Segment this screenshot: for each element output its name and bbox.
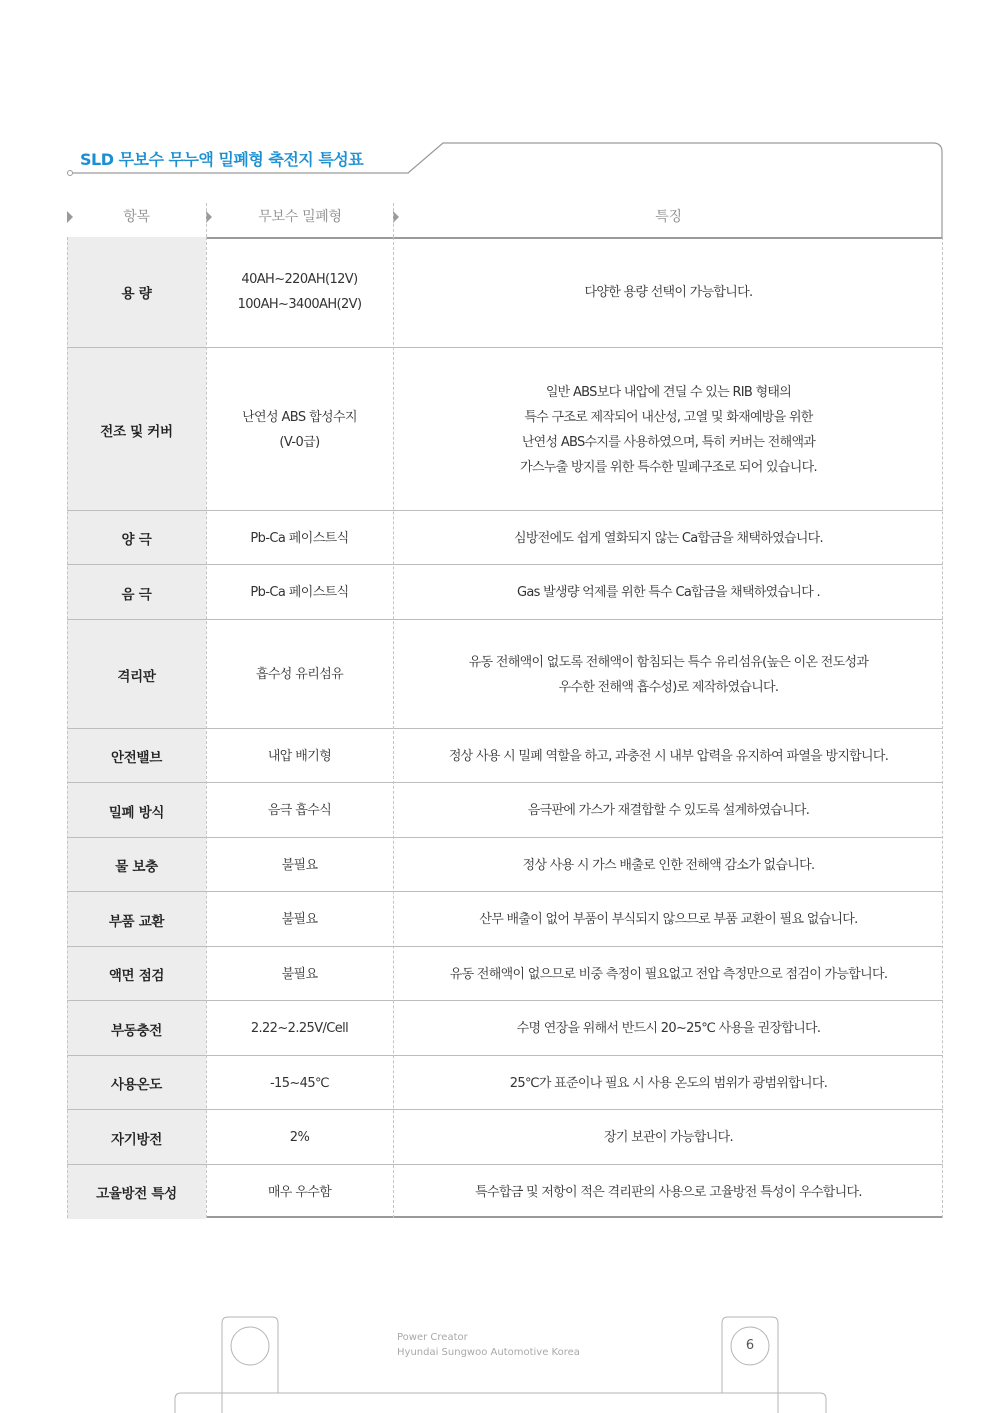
feature-line: Gas 발생량 억제를 위한 특수 Ca합금을 채택하였습니다 . [517,585,820,600]
table-row [67,1055,943,1110]
table-row [67,347,943,511]
type-line: -15~45℃ [269,1075,330,1091]
table-row [67,891,943,947]
type-line: Pb-Ca 페이스트식 [250,530,349,546]
page-number: 6 [745,1338,755,1353]
table-row [67,782,943,838]
type-line: 100AH~3400AH(2V) [237,297,362,312]
header-item: 항목 [123,209,150,225]
feature-line: 우수한 전해액 흡수성)로 제작하였습니다. [558,679,779,695]
type-line: 매우 우수함 [267,1184,332,1200]
type-line: Pb-Ca 페이스트식 [250,585,349,600]
table-header [67,197,943,237]
feature-cell [394,892,943,947]
type-line: 불필요 [281,857,318,873]
item-cell: 고율방전 특성 [67,1165,206,1219]
type-cell [206,237,393,347]
type-cell [206,511,393,565]
feature-line: 유동 전해액이 없으므로 비중 측정이 필요없고 전압 측정만으로 점검이 가능합니다. [449,966,888,982]
feature-line: 정상 사용 시 밀폐 역할을 하고, 과충전 시 내부 압력을 유지하여 파열을 방지합니다. [448,748,889,764]
item-cell: 전조 및 커버 [67,348,206,511]
type-cell [206,947,393,1001]
column-divider [942,237,943,1218]
feature-cell [394,838,943,892]
feature-line: 정상 사용 시 가스 배출로 인한 전해액 감소가 없습니다. [522,857,815,873]
type-line: 음극 흡수식 [267,803,332,818]
item-cell: 자기방전 [67,1110,206,1165]
feature-cell [394,947,943,1001]
feature-line: 일반 ABS보다 내압에 견딜 수 있는 RIB 형태의 [545,384,792,400]
type-line: 난연성 ABS 합성수지 [242,409,357,425]
type-line: 불필요 [281,966,318,982]
feature-line: 특수합금 및 저항이 적은 격리판의 사용으로 고율방전 특성이 우수합니다. [475,1184,862,1200]
item-cell: 음 극 [67,565,206,620]
footer-brand-line1: Power Creator [397,1332,468,1343]
item-cell: 용 량 [67,237,206,347]
table-row [67,837,943,892]
feature-line: 가스누출 방지를 위한 특수한 밀폐구조로 되어 있습니다. [520,459,817,475]
type-line: 불필요 [281,912,318,927]
type-line: 흡수성 유리섬유 [255,667,344,682]
feature-cell [394,1001,943,1056]
feature-line: 장기 보관이 가능합니다. [604,1130,733,1145]
feature-cell [394,620,943,729]
item-cell: 물 보충 [67,838,206,892]
feature-cell [394,511,943,565]
table-row [67,1109,943,1165]
item-cell: 액면 점검 [67,947,206,1001]
column-divider [67,237,68,1218]
feature-cell [394,1056,943,1110]
feature-line: 다양한 용량 선택이 가능합니다. [584,284,753,300]
type-cell [206,620,393,729]
type-cell [206,565,393,620]
item-cell: 양 극 [67,511,206,565]
type-line: 40AH~220AH(12V) [241,272,358,287]
feature-line: 25℃가 표준이나 필요 시 사용 온도의 범위가 광범위합니다. [509,1075,828,1091]
item-cell: 부동충전 [67,1001,206,1056]
item-cell: 안전밸브 [67,729,206,783]
feature-line: 난연성 ABS수지를 사용하였으며, 특히 커버는 전해액과 [521,434,816,450]
feature-line: 음극판에 가스가 재결합할 수 있도록 설계하였습니다. [527,803,810,818]
feature-line: 유동 전해액이 없도록 전해액이 함침되는 특수 유리섬유(높은 이온 전도성과 [468,654,869,670]
feature-cell [394,237,943,347]
footer-brand-line2: Hyundai Sungwoo Automotive Korea [397,1347,580,1358]
table-row [67,619,943,729]
table-row [67,1164,943,1219]
header-divider [393,203,394,237]
spec-table [67,237,943,1218]
table-row [67,237,943,347]
type-cell [206,1056,393,1110]
feature-line: 심방전에도 쉽게 열화되지 않는 Ca합금을 채택하였습니다. [514,530,823,546]
table-row [67,510,943,565]
feature-cell [394,1110,943,1165]
type-line: 내압 배기형 [267,748,332,764]
type-cell [206,1001,393,1056]
item-cell: 부품 교환 [67,892,206,947]
header-type: 무보수 밀폐형 [258,209,342,225]
type-cell [206,1165,393,1219]
header-feature: 특징 [655,209,682,225]
type-line: 2% [289,1130,310,1145]
feature-cell [394,1165,943,1219]
header-divider [206,203,207,237]
feature-cell [394,348,943,511]
feature-cell [394,783,943,838]
feature-line: 산무 배출이 없어 부품이 부식되지 않으므로 부품 교환이 필요 없습니다. [479,912,858,927]
item-cell: 밀폐 방식 [67,783,206,838]
type-cell [206,729,393,783]
type-cell [206,892,393,947]
type-line: (V-0급) [279,434,320,450]
type-line: 2.22~2.25V/Cell [250,1021,349,1036]
item-cell: 사용온도 [67,1056,206,1110]
table-title: SLD 무보수 무누액 밀폐형 축전지 특성표 [80,150,364,169]
type-cell [206,783,393,838]
feature-cell [394,729,943,783]
item-cell: 격리판 [67,620,206,729]
column-divider [393,237,394,1218]
type-cell [206,838,393,892]
table-row [67,1000,943,1056]
table-row [67,946,943,1001]
feature-line: 수명 연장을 위해서 반드시 20~25℃ 사용을 권장합니다. [516,1021,821,1036]
feature-line: 특수 구조로 제작되어 내산성, 고열 및 화재예방을 위한 [524,409,813,425]
table-row [67,564,943,620]
column-divider [206,237,207,1218]
table-row [67,728,943,783]
feature-cell [394,565,943,620]
type-cell [206,1110,393,1165]
type-cell [206,348,393,511]
